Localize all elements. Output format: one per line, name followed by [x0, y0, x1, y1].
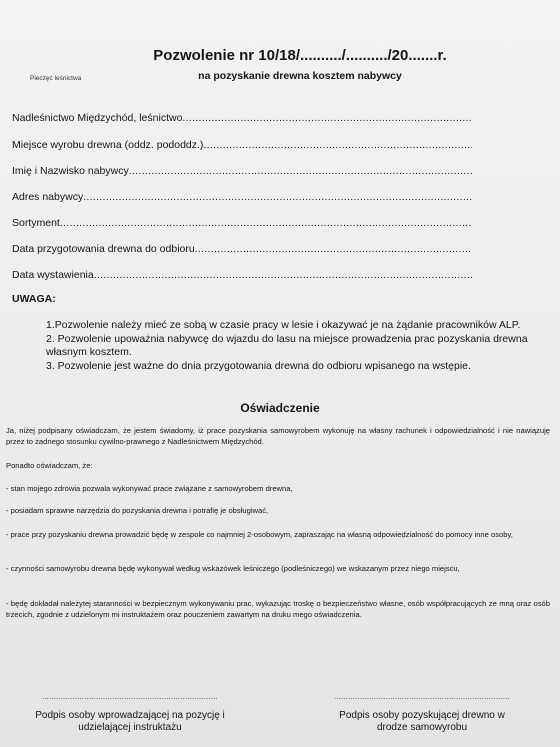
signature-block-instructor [35, 692, 225, 734]
signature-label: Podpis osoby pozyskującej drewno w drodze samowyrobu [339, 710, 505, 733]
signature-block-buyer [327, 692, 517, 734]
notice-item: 3. Pozwolenie jest ważne do dnia przygotowania drewna do odbioru wpisanego na wstępie. [46, 360, 471, 372]
signature-line: ........................................................................... [42, 694, 218, 701]
field-assortment: Sortyment ..... [12, 217, 472, 229]
signature-label: Podpis osoby wprowadzającej na pozycję i udzielającej instruktażu [35, 710, 225, 733]
document-title: Pozwolenie nr 10/18/........../........../20.......r. [153, 47, 447, 64]
declaration-paragraph: - czynności samowyrobu drewna będę wykonywał według wskazówek leśniczego (podleśniczego) we wskazanym przez niego miejscu, [6, 564, 460, 573]
field-issue-date: Data wystawienia ..... [12, 269, 472, 281]
declaration-paragraph: Ja, niżej podpisany oświadczam, że jestem świadomy, iż prace pozyskania samowyrobem wykonuję na własny rachunek i odpowiedzialność i nie nawiązuję przez to żadnego stosunku cywilno-prawnego z Nadleśnictwem Międzychód. [6, 426, 550, 446]
declaration-paragraph: - prace przy pozyskaniu drewna prowadzić będę w zespole co najmniej 2-osobowym, zapraszając na własną odpowiedzialność do pomocy inne osoby, [6, 530, 513, 539]
forestry-stamp-label: Pieczęć leśnictwa [30, 75, 82, 82]
field-preparation-date: Data przygotowania drewna do odbioru ..... [12, 243, 472, 255]
declaration-paragraph: Ponadto oświadczam, że: [6, 461, 93, 470]
declaration-paragraph: - będę dokładał należytej staranności w bezpiecznym wykonywaniu prac, wykazując troskę o bezpieczeństwo własne, osób współpracujących ze mną oraz osób trzecich, zgodnie z udzielonym mi instruktażem oraz pouczeniem zawartym na druku mego oświadczenia. [6, 599, 550, 619]
field-forest-district: Nadleśnictwo Międzychód, leśnictwo ..... [12, 112, 472, 124]
notice-list [46, 319, 546, 374]
declaration-paragraph: - posiadam sprawne narzędzia do pozyskania drewna i potrafię je obsługiwać, [6, 506, 269, 515]
field-production-site: Miejsce wyrobu drewna (oddz. pododdz.) ..... [12, 139, 472, 151]
document-subtitle: na pozyskanie drewna kosztem nabywcy [198, 70, 402, 82]
notice-heading: UWAGA: [12, 293, 56, 305]
signature-line: ........................................................................... [334, 694, 510, 701]
declaration-paragraph: - stan mojego zdrowia pozwala wykonywać prace związane z samowyrobem drewna, [6, 484, 293, 493]
field-buyer-name: Imię i Nazwisko nabywcy ..... [12, 165, 472, 177]
declaration-title: Oświadczenie [240, 401, 320, 415]
notice-item: 1.Pozwolenie należy mieć ze sobą w czasie pracy w lesie i okazywać je na żądanie pracowników ALP. [46, 319, 521, 331]
notice-item: 2. Pozwolenie upoważnia nabywcę do wjazdu do lasu na miejsce prowadzenia prac pozyskania drewna własnym kosztem. [46, 333, 528, 358]
field-buyer-address: Adres nabywcy ..... [12, 191, 472, 203]
